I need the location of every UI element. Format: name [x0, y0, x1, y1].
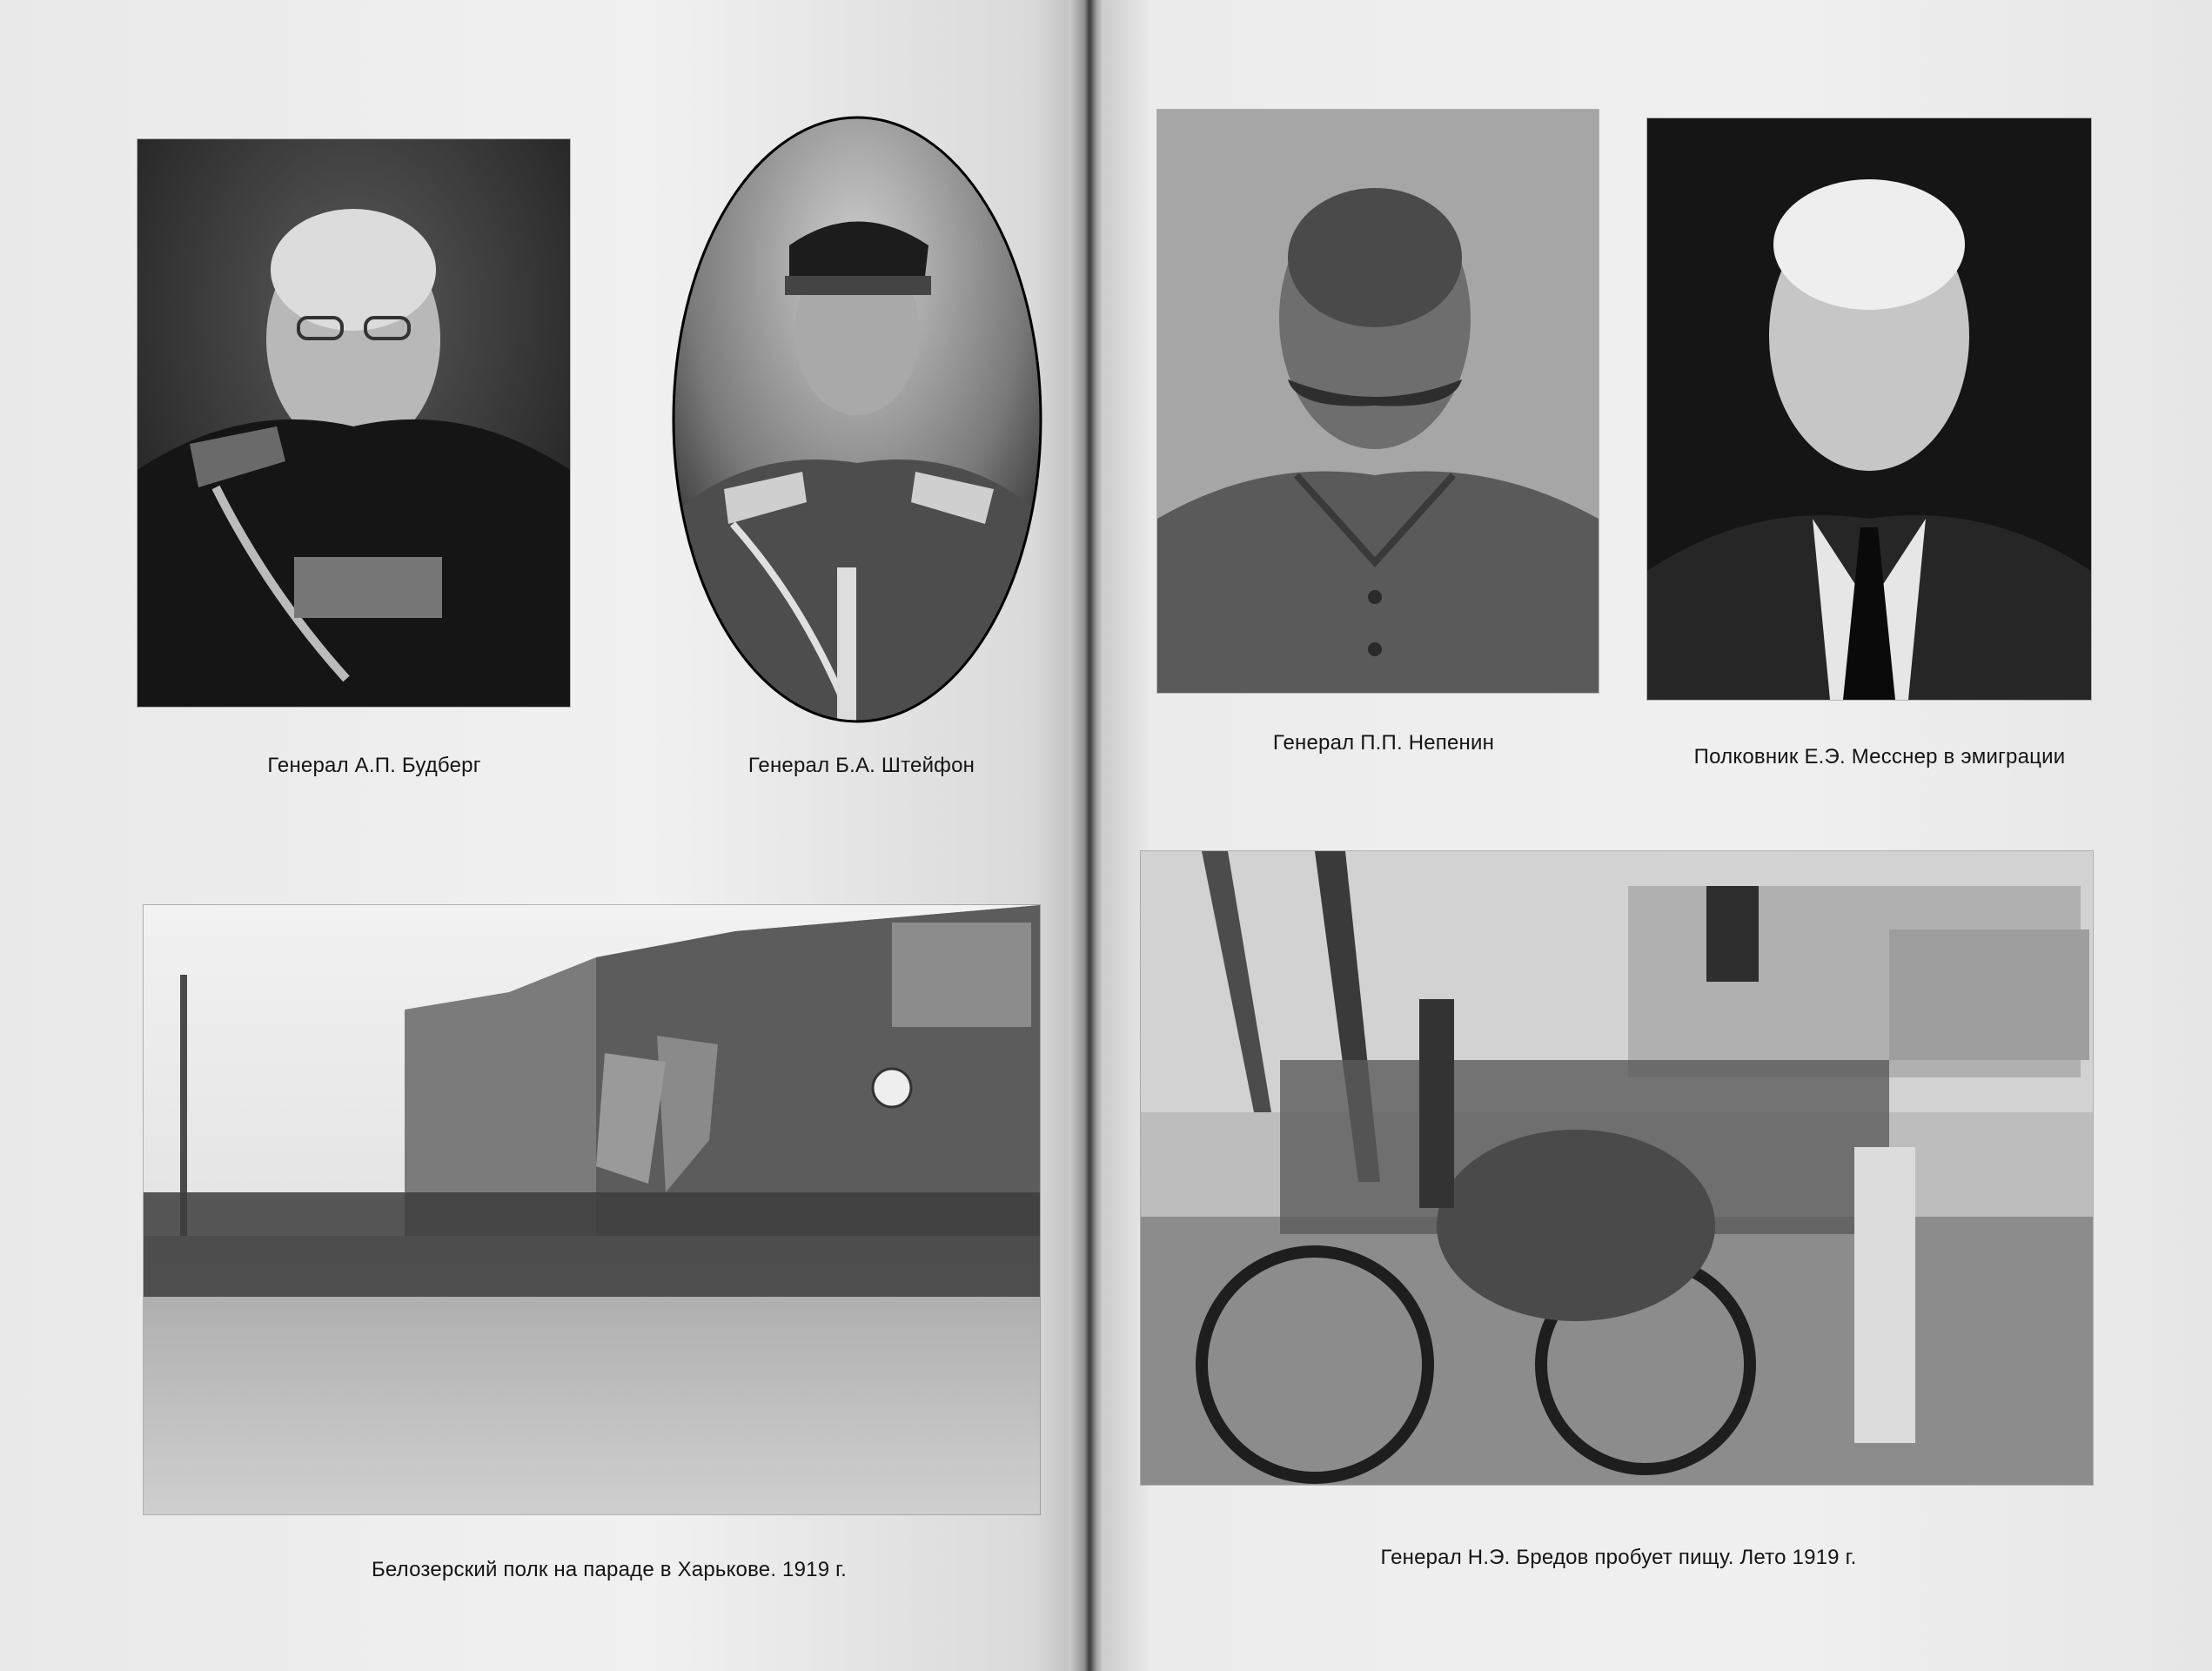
photo-nepenin	[1157, 110, 1599, 693]
caption-parade: Белозерский полк на параде в Харькове. 1919 г.	[371, 1558, 848, 1581]
caption-budberg: Генерал А.П. Будберг	[267, 754, 481, 777]
photo-shteifon	[672, 115, 1042, 724]
caption-messner: Полковник Е.Э. Месснер в эмиграции	[1693, 745, 2066, 768]
caption-bredov: Генерал Н.Э. Бредов пробует пищу. Лето 1919 г.	[1380, 1546, 1857, 1569]
photo-messner	[1647, 118, 2091, 700]
photo-parade	[144, 905, 1040, 1514]
photo-budberg	[137, 139, 570, 707]
caption-shteifon: Генерал Б.А. Штейфон	[747, 754, 975, 777]
book-spine	[1069, 0, 1103, 1671]
caption-nepenin: Генерал П.П. Непенин	[1272, 731, 1495, 755]
photo-bredov	[1141, 851, 2093, 1485]
